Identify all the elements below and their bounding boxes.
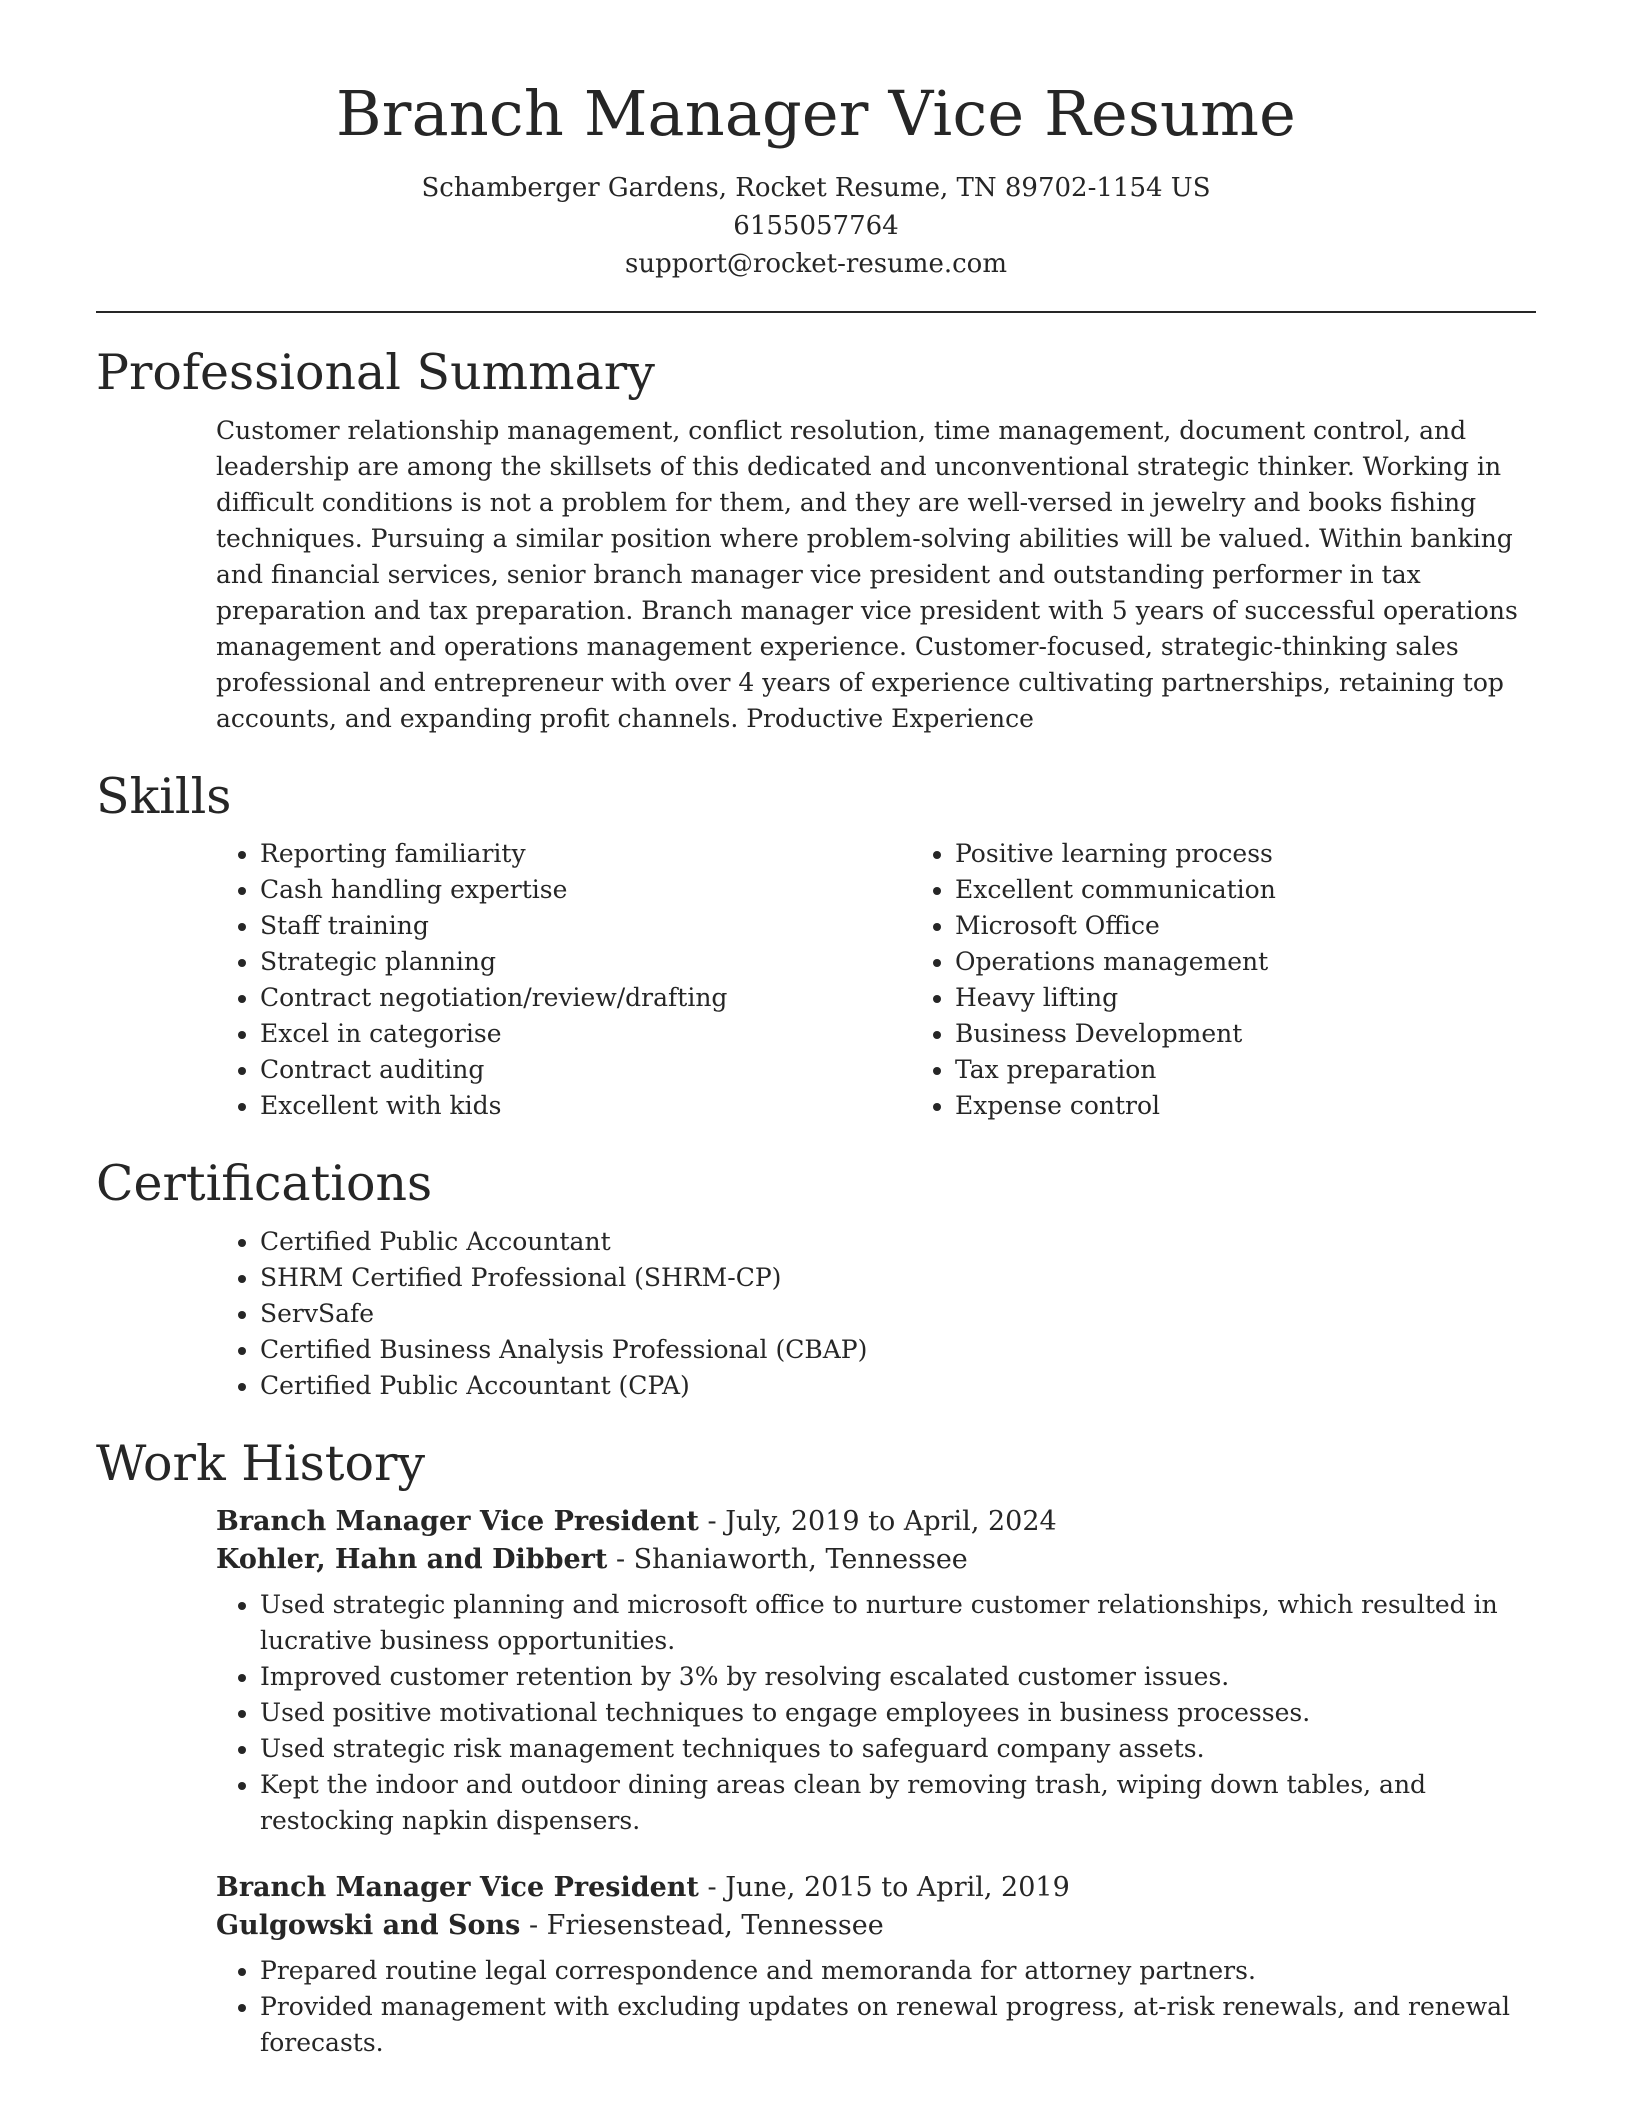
job-company-line: [216, 1907, 1536, 1945]
job-company: Gulgowski and Sons: [216, 1910, 521, 1941]
work-history-heading: Work History: [96, 1434, 426, 1492]
address: Schamberger Gardens, Rocket Resume, TN 89702-1154 US: [421, 173, 1211, 204]
professional-summary-section: [96, 344, 1536, 736]
skill-item: • Excellent communication: [955, 872, 1536, 908]
skill-item: • Strategic planning: [260, 944, 841, 980]
job-responsibilities-list: [216, 1953, 1536, 2061]
job-location: - Shaniaworth, Tennessee: [607, 1544, 968, 1575]
responsibility-item: • Used strategic planning and microsoft office to nurture customer relationships, which resulted in lucrative business opportunities.: [260, 1587, 1536, 1659]
skill-item: • Heavy lifting: [955, 980, 1536, 1016]
resume-title: Branch Manager Vice Resume: [336, 77, 1296, 150]
job-title-line: [216, 1869, 1536, 1907]
professional-summary-body: [216, 413, 1536, 737]
job-dates: - June, 2015 to April, 2019: [698, 1872, 1070, 1903]
job-company-line: [216, 1541, 1536, 1579]
job-dates: - July, 2019 to April, 2024: [698, 1506, 1057, 1537]
header-divider: [96, 311, 1536, 313]
professional-summary-heading: Professional Summary: [96, 344, 655, 402]
job-entry: [216, 1869, 1536, 2061]
responsibility-item: • Kept the indoor and outdoor dining areas clean by removing trash, wiping down tables, and restocking napkin dispensers.: [260, 1767, 1536, 1839]
skills-section: [96, 767, 1536, 1124]
job-title-line: [216, 1503, 1536, 1541]
skills-grid: [216, 836, 1536, 1124]
certifications-heading: Certifications: [96, 1155, 433, 1213]
certifications-section: [96, 1155, 1536, 1403]
skills-heading: Skills: [96, 767, 232, 825]
responsibility-item: • Used strategic risk management techniques to safeguard company assets.: [260, 1731, 1536, 1767]
skill-item: • Tax preparation: [955, 1052, 1536, 1088]
certification-item: • Certified Public Accountant (CPA): [260, 1368, 1536, 1404]
work-history-section: [96, 1434, 1536, 2061]
job-header: [216, 1869, 1536, 1945]
job-title: Branch Manager Vice President: [216, 1506, 699, 1537]
summary-text: Customer relationship management, conflict resolution, time management, document control, and leadership are among the skillsets of this dedicated and unconventional strategic thinker. Working in difficult conditions is not a problem for them, and they are well-versed in jewelry and books fishing techniques. Pursuing a similar position where problem-solving abilities will be valued. Within banking and financial services, senior branch manager vice president and outstanding performer in tax preparation and tax preparation. Branch manager vice president with 5 years of successful operations management and operations management experience. Customer-focused, strategic-thinking sales professional and entrepreneur with over 4 years of experience cultivating partnerships, retaining top accounts, and expanding profit channels. Productive Experience: [216, 415, 1518, 733]
responsibility-item: • Used positive motivational techniques to engage employees in business processes.: [260, 1695, 1536, 1731]
skill-item: • Reporting familiarity: [260, 836, 841, 872]
email: support@rocket-resume.com: [624, 248, 1007, 279]
skill-item: • Expense control: [955, 1088, 1536, 1124]
resume-header: [96, 77, 1536, 283]
skill-item: • Contract auditing: [260, 1052, 841, 1088]
work-history-body: [216, 1503, 1536, 2061]
job-title: Branch Manager Vice President: [216, 1872, 699, 1903]
responsibility-item: • Provided management with excluding updates on renewal progress, at-risk renewals, and renewal forecasts.: [260, 1989, 1536, 2061]
skill-item: • Cash handling expertise: [260, 872, 841, 908]
skill-item: • Excellent with kids: [260, 1088, 841, 1124]
skills-list-right: [911, 836, 1536, 1124]
job-header: [216, 1503, 1536, 1579]
skills-list-left: [216, 836, 841, 1124]
job-location: - Friesenstead, Tennessee: [520, 1910, 884, 1941]
phone: 6155057764: [733, 210, 899, 241]
contact-info: [96, 170, 1536, 283]
certification-item: • ServSafe: [260, 1296, 1536, 1332]
job-responsibilities-list: [216, 1587, 1536, 1839]
certifications-list: [216, 1224, 1536, 1404]
skill-item: • Operations management: [955, 944, 1536, 980]
skill-item: • Business Development: [955, 1016, 1536, 1052]
certifications-body: [216, 1224, 1536, 1404]
skill-item: • Positive learning process: [955, 836, 1536, 872]
skill-item: • Microsoft Office: [955, 908, 1536, 944]
certification-item: • Certified Public Accountant: [260, 1224, 1536, 1260]
responsibility-item: • Improved customer retention by 3% by resolving escalated customer issues.: [260, 1659, 1536, 1695]
skill-item: • Contract negotiation/review/drafting: [260, 980, 841, 1016]
skill-item: • Excel in categorise: [260, 1016, 841, 1052]
job-company: Kohler, Hahn and Dibbert: [216, 1544, 608, 1575]
certification-item: • SHRM Certified Professional (SHRM-CP): [260, 1260, 1536, 1296]
certification-item: • Certified Business Analysis Professional (CBAP): [260, 1332, 1536, 1368]
responsibility-item: • Prepared routine legal correspondence and memoranda for attorney partners.: [260, 1953, 1536, 1989]
job-entry: [216, 1503, 1536, 1839]
skill-item: • Staff training: [260, 908, 841, 944]
